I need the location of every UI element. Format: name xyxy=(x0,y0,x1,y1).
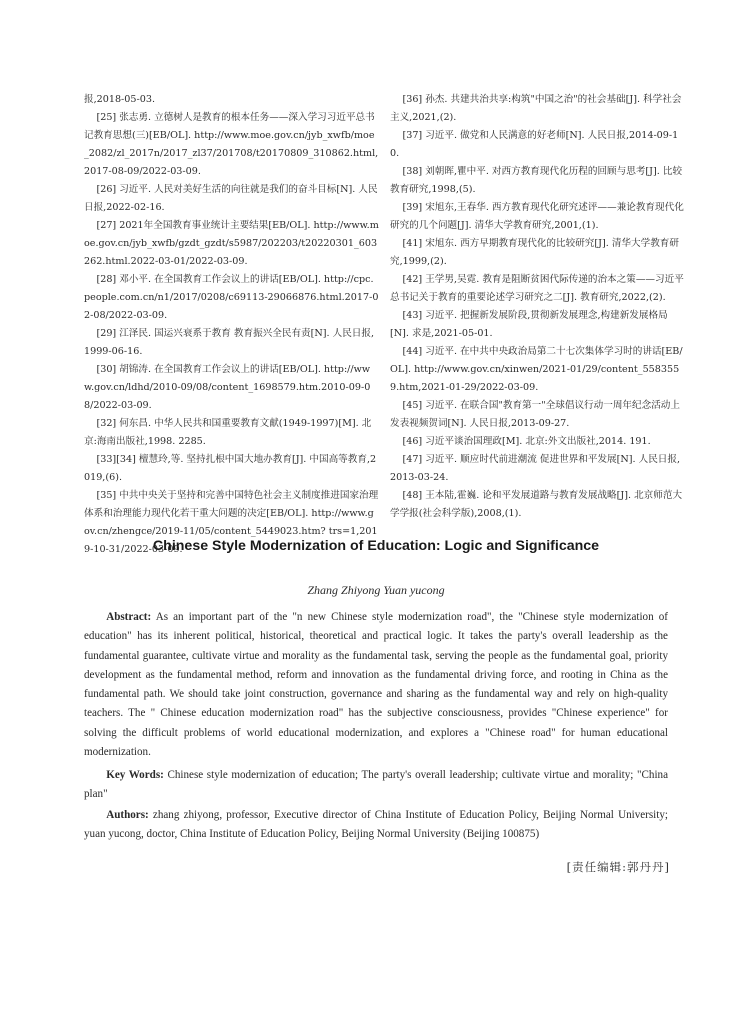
references-right-column xyxy=(390,91,685,523)
reference-item: [30] 胡锦涛. 在全国教育工作会议上的讲话[EB/OL]. http://www.gov.cn/ldhd/2010-09/08/content_1698579.htm.2010-09-08/2022-03-09. xyxy=(84,364,371,411)
reference-item: [41] 宋旭东. 西方早期教育现代化的比较研究[J]. 清华大学教育研究,1999,(2). xyxy=(390,238,679,267)
author-info-paragraph xyxy=(84,806,668,845)
abstract-paragraph xyxy=(84,608,668,762)
reference-item: [47] 习近平. 顺应时代前进潮流 促进世界和平发展[N]. 人民日报,2013-03-24. xyxy=(390,454,681,483)
reference-item: [48] 王本陆,霍巍. 论和平发展道路与教育发展战略[J]. 北京师范大学学报(社会科学版),2008,(1). xyxy=(390,490,683,519)
author-info-text: zhang zhiyong, professor, Executive director of China Institute of Education Policy, Beijing Normal University; yuan yucong, doctor, China Institute of Education Policy, Beijing Normal University (Beijing 100875) xyxy=(84,809,668,841)
reference-item: [25] 张志勇. 立德树人是教育的根本任务——深入学习习近平总书记教育思想(三)[EB/OL]. http://www.moe.gov.cn/jyb_xwfb/moe_2082/zl_2017n/2017_zl37/201708/t20170809_310862.html,2017-08-09/2022-03-09. xyxy=(84,112,379,177)
keywords-label: Key Words: xyxy=(106,769,164,781)
reference-item: [33][34] 檀慧玲,等. 坚持扎根中国大地办教育[J]. 中国高等教育,2019,(6). xyxy=(84,454,377,483)
reference-item: [36] 孙杰. 共建共治共享:构筑"中国之治"的社会基础[J]. 科学社会主义,2021,(2). xyxy=(390,94,682,123)
reference-item: [42] 王学男,吴霓. 教育是阻断贫困代际传递的治本之策——习近平总书记关于教育的重要论述学习研究之二[J]. 教育研究,2022,(2). xyxy=(390,274,684,303)
reference-item: [32] 何东昌. 中华人民共和国重要教育文献(1949-1997)[M]. 北京:海南出版社,1998. 2285. xyxy=(84,418,372,447)
reference-item: [44] 习近平. 在中共中央政治局第二十七次集体学习时的讲话[EB/OL]. http://www.gov.cn/xinwen/2021-01/29/content_5583559.htm,2021-01-29/2022-03-09. xyxy=(390,346,683,393)
abstract-text: As an important part of the "n new Chinese style modernization road", the "Chinese style modernization of education" has its inherent political, historical, theoretical and practical logic. It takes the party's overall leadership as the fundamental guarantee, cultivate virtue and morality as the fundamental task, serving the people as the fundamental goal, priority development as the fundamental method, reform and innovation as the fundamental driving force, and rooting in China as the fundamental path. We should take joint construction, governance and sharing as the fundamental way and rely on high-quality teachers. The " Chinese education modernization road" has the subjective consciousness, provides "Chinese experience" for solving the difficult problems of world educational modernization, and explores a "Chinese road" for human educational modernization. xyxy=(84,611,668,759)
author-info-label: Authors: xyxy=(106,809,149,821)
reference-item: [46] 习近平谈治国理政[M]. 北京:外文出版社,2014. 191. xyxy=(402,436,651,447)
keywords-text: Chinese style modernization of education; The party's overall leadership; cultivate virtue and morality; "China plan" xyxy=(84,769,668,801)
reference-item: [39] 宋旭东,王春华. 西方教育现代化研究述评——兼论教育现代化研究的几个问题[J]. 清华大学教育研究,2001,(1). xyxy=(390,202,684,231)
reference-item: [45] 习近平. 在联合国"教育第一"全球倡议行动一周年纪念活动上发表视频贺词[N]. 人民日报,2013-09-27. xyxy=(390,400,680,429)
english-authors: Zhang Zhiyong Yuan yucong xyxy=(307,583,445,597)
reference-item: [27] 2021年全国教育事业统计主要结果[EB/OL]. http://www.moe.gov.cn/jyb_xwfb/gzdt_gzdt/s5987/202203/t20220301_603262.html.2022-03-01/2022-03-09. xyxy=(84,220,379,267)
references-left-column xyxy=(84,91,379,559)
reference-item: [26] 习近平. 人民对美好生活的向往就是我们的奋斗目标[N]. 人民日报,2022-02-16. xyxy=(84,184,378,213)
reference-item: [28] 邓小平. 在全国教育工作会议上的讲话[EB/OL]. http://cpc.people.com.cn/n1/2017/0208/c69113-29066876.html.2017-02-08/2022-03-09. xyxy=(84,274,379,321)
keywords-paragraph xyxy=(84,766,668,805)
english-title: Chinese Style Modernization of Education: Logic and Significance xyxy=(152,538,600,554)
reference-item: 报,2018-05-03. xyxy=(84,94,156,105)
reference-item: [43] 习近平. 把握新发展阶段,贯彻新发展理念,构建新发展格局[N]. 求是,2021-05-01. xyxy=(390,310,668,339)
reference-item: [35] 中共中央关于坚持和完善中国特色社会主义制度推进国家治理体系和治理能力现代化若干重大问题的决定[EB/OL]. http://www.gov.cn/zhengce/2019-11/05/content_5449023.htm? trs=1,2019-10-31/2022-03-09. xyxy=(84,490,379,555)
reference-item: [38] 刘朝晖,瞿中平. 对西方教育现代化历程的回顾与思考[J]. 比较教育研究,1998,(5). xyxy=(390,166,683,195)
abstract-label: Abstract: xyxy=(106,611,152,623)
reference-item: [37] 习近平. 做党和人民满意的好老师[N]. 人民日报,2014-09-10. xyxy=(390,130,679,159)
responsible-editor: [责任编辑:郭丹丹] xyxy=(566,860,670,874)
reference-item: [29] 江泽民. 国运兴衰系于教育 教育振兴全民有责[N]. 人民日报,1999-06-16. xyxy=(84,328,375,357)
